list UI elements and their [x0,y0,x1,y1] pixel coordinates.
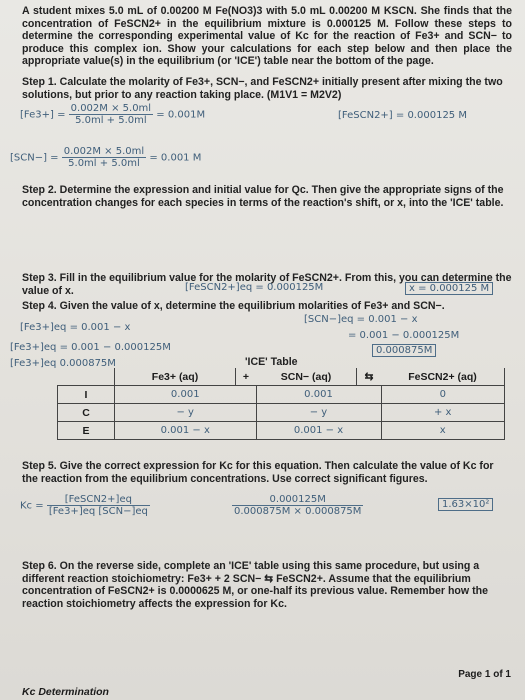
hw-scn-eq-3: 0.000875M [372,344,436,357]
ice-cell-fe-i: 0.001 [115,386,257,404]
hw-fescn-initial: [FeSCN2+] = 0.000125 M [338,110,467,121]
footer-title: Kc Determination [22,686,109,698]
ice-row-equilibrium [58,422,505,440]
ice-cell-fescn-e: x [381,422,505,440]
ice-header-fe: Fe3+ (aq) [115,368,236,386]
ice-cell-fescn-c: + x [381,404,505,422]
hw-fe-eq-3: [Fe3+]eq 0.000875M [10,358,116,369]
ice-cell-scn-i: 0.001 [256,386,381,404]
ice-row-label: C [58,404,115,422]
step-5-text: Step 5. Give the correct expression for Kc for this equation. Then calculate the value of Kc for the reaction from the equilibrium concentrations. Use correct significant figures. [22,460,494,485]
hw-kc-result: 1.63×10² [438,498,493,511]
ice-cell-scn-c: − y [256,404,381,422]
hw-fe-initial: [Fe3+] = $\frac{0.002M \times 5.0ml}{5.0ml + 5.0ml}$ = 0.001M [20,103,206,126]
step-6-text: Step 6. On the reverse side, complete an 'ICE' table using this same procedure, but using a different reaction stoichiometry: Fe3+ + 2 SCN− ⇆ FeSCN2+. Assume that the equilibrium concentration of FeSCN2+ is 0.0000625 M, or one-half its previous value. Remember how the reaction stoichiometry affects the expression for Kc. [22,560,488,610]
problem-intro: A student mixes 5.0 mL of 0.00200 M Fe(NO3)3 with 5.0 mL 0.00200 M KSCN. She finds that the concentration of FeSCN2+ in the equilibrium mixture is 0.000125 M. Follow these steps to determine the corresponding experimental value of Kc for the reaction of Fe3+ and SCN− to produce this complex ion. Show your calculations for each step below and then place the appropriate value(s) in the equilibrium (or 'ICE') table near the bottom of the page. [22,5,512,68]
ice-header-fescn: FeSCN2+ (aq) [381,368,505,386]
ice-table [57,368,505,440]
ice-header-arrow: ⇆ [357,368,382,386]
ice-row-change [58,404,505,422]
step-2-text: Step 2. Determine the expression and initial value for Qc. Then give the appropriate signs of the concentration changes for each species in terms of the reaction's shift, or x, into the 'ICE' table. [22,184,504,209]
hw-scn-eq-1: [SCN−]eq = 0.001 − x [304,314,418,325]
ice-cell-fe-c: − y [115,404,257,422]
step-3-text: Step 3. Fill in the equilibrium value for the molarity of FeSCN2+. From this, you can determine the value of x. [22,272,512,297]
ice-header-blank [58,368,115,386]
step-1-text: Step 1. Calculate the molarity of Fe3+, SCN−, and FeSCN2+ initially present after mixing the two solutions, but prior to any reaction taking place. (M1V1 = M2V2) [22,76,503,101]
ice-row-label: I [58,386,115,404]
hw-x-value: x = 0.000125 M [405,282,493,295]
ice-table-title: 'ICE' Table [245,356,298,368]
hw-scn-initial: [SCN−] = $\frac{0.002M \times 5.0ml}{5.0ml + 5.0ml}$ = 0.001 M [10,146,202,169]
ice-header-scn: SCN− (aq) [256,368,357,386]
hw-scn-eq-2: = 0.001 − 0.000125M [348,330,460,341]
ice-row-label: E [58,422,115,440]
hw-fe-eq-1: [Fe3+]eq = 0.001 − x [20,322,131,333]
hw-kc-values: $\frac{0.000125M}{0.000875M \times 0.000875M}$ [234,494,362,517]
ice-header-plus: + [236,368,257,386]
hw-fescn-eq: [FeSCN2+]eq = 0.000125M [185,282,324,293]
hw-fe-eq-2: [Fe3+]eq = 0.001 − 0.000125M [10,342,171,353]
ice-cell-fe-e: 0.001 − x [115,422,257,440]
ice-header-row [58,368,505,386]
step-4-text: Step 4. Given the value of x, determine the equilibrium molarities of Fe3+ and SCN−. [22,300,445,312]
hw-kc-expression: Kc = $\frac{\text{[FeSCN2+]eq}}{\text{[Fe3+]eq [SCN−]eq}}$ [20,494,148,517]
ice-cell-scn-e: 0.001 − x [256,422,381,440]
page-number: Page 1 of 1 [458,669,511,680]
ice-row-initial [58,386,505,404]
ice-cell-fescn-i: 0 [381,386,505,404]
